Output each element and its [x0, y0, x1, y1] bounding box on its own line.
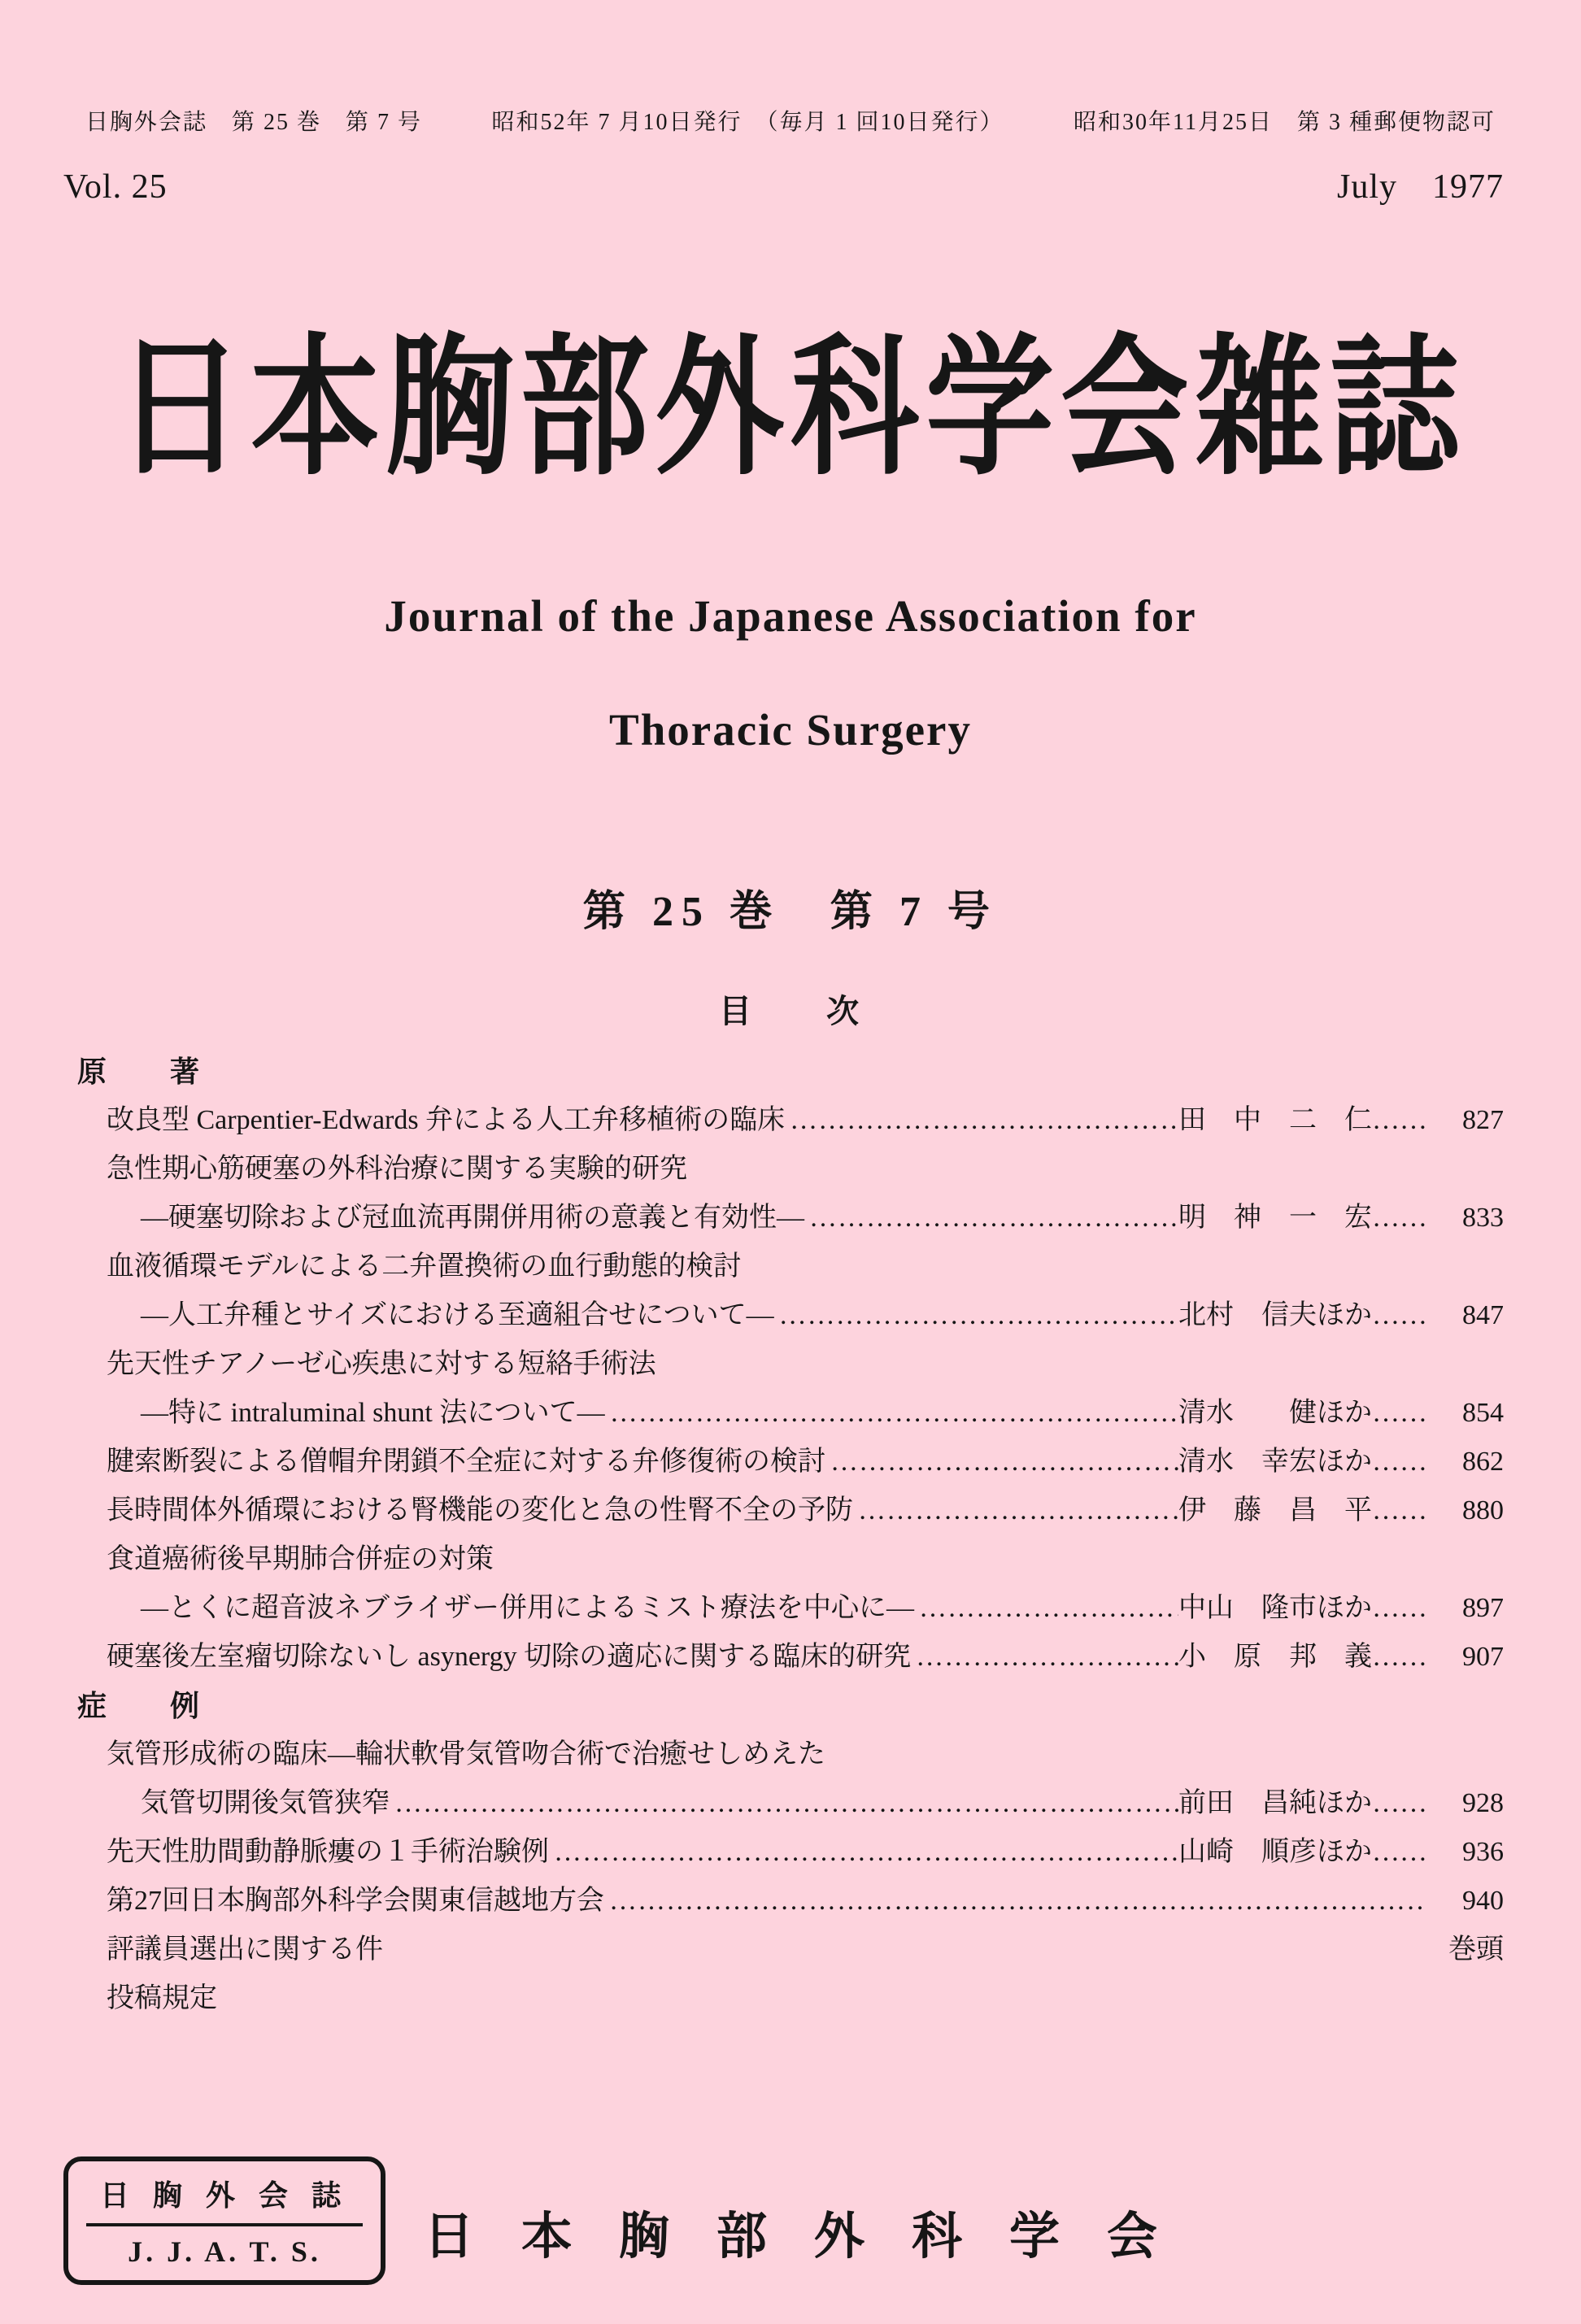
toc-dot-leader [914, 1584, 1178, 1633]
postal-issue-info-line [85, 104, 1496, 137]
toc-entry-title: 急性期心筋硬塞の外科治療に関する実験的研究 [107, 1154, 687, 1184]
toc-dot-leader [604, 1877, 1427, 1926]
toc-entry-title: 気管切開後気管狭窄 [141, 1788, 390, 1818]
toc-entry-author: 小 原 邦 義 [1178, 1642, 1372, 1672]
badge-abbreviation-latin: J. J. A. T. S. [128, 2235, 321, 2268]
toc-dot-leader [785, 1096, 1178, 1145]
toc-entry-title: 原 著 [77, 1055, 202, 1088]
toc-entry-page: 936 [1462, 1837, 1504, 1867]
toc-entry-page: 880 [1462, 1495, 1504, 1525]
toc-entry-author: 前田 昌純ほか [1178, 1788, 1372, 1818]
toc-author-page-dots: …… [1372, 1837, 1427, 1867]
toc-entry-title: 長時間体外循環における腎機能の変化と急の性腎不全の予防 [107, 1495, 853, 1525]
toc-row [77, 1535, 1504, 1584]
toc-entry-title: 先天性肋間動静脈瘻の１手術治験例 [107, 1837, 549, 1867]
volume-en: Vol. 25 [63, 168, 168, 206]
toc-row [77, 1779, 1504, 1828]
toc-entry-page: 897 [1462, 1593, 1504, 1623]
toc-row [77, 1389, 1504, 1438]
toc-row [77, 1340, 1504, 1389]
toc-entry-title: ―硬塞切除および冠血流再開併用術の意義と有効性― [141, 1203, 804, 1233]
toc-row [77, 1145, 1504, 1194]
toc-row [77, 1828, 1504, 1877]
toc-row [77, 1974, 1504, 2023]
toc-entry-page: 928 [1462, 1788, 1504, 1818]
toc-entry-author: 北村 信夫ほか [1178, 1300, 1372, 1330]
toc-dot-leader [911, 1633, 1178, 1682]
toc-dot-leader [605, 1389, 1178, 1438]
toc-row [77, 1926, 1504, 1974]
toc-row [77, 1194, 1504, 1243]
toc-author-page-dots: …… [1372, 1447, 1427, 1477]
toc-entry-title: 食道癌術後早期肺合併症の対策 [107, 1544, 494, 1574]
toc-entry-page: 940 [1462, 1886, 1504, 1916]
volume-date-line [63, 159, 1504, 208]
toc-entry-title: 腱索断裂による僧帽弁閉鎖不全症に対する弁修復術の検討 [107, 1447, 825, 1477]
toc-entry-author: 田 中 二 仁 [1178, 1105, 1372, 1135]
toc-dot-leader [853, 1486, 1178, 1535]
toc-dot-leader [804, 1194, 1178, 1243]
toc-author-page-dots: …… [1372, 1495, 1427, 1525]
toc-dot-leader [774, 1291, 1178, 1340]
toc-entry-author: 伊 藤 昌 平 [1178, 1495, 1372, 1525]
toc-row [77, 1243, 1504, 1291]
toc-entry-author: 清水 幸宏ほか [1178, 1447, 1372, 1477]
toc-entry-title: 血液循環モデルによる二弁置換術の血行動態的検討 [107, 1251, 742, 1282]
toc-entry-title: 投稿規定 [107, 1983, 217, 2013]
toc-entry-author: 明 神 一 宏 [1178, 1203, 1372, 1233]
toc-row [77, 1047, 1504, 1096]
toc-entry-title: ―特に intraluminal shunt 法について― [141, 1398, 605, 1428]
toc-entry-title: 評議員選出に関する件 [107, 1934, 383, 1965]
toc-entry-title: 第27回日本胸部外科学会関東信越地方会 [107, 1886, 604, 1916]
toc-author-page-dots: …… [1372, 1300, 1427, 1330]
toc-entry-author: 清水 健ほか [1178, 1398, 1372, 1428]
toc-entry-page: 907 [1462, 1642, 1504, 1672]
toc-author-page-dots: …… [1372, 1642, 1427, 1672]
date-en: July 1977 [1336, 168, 1504, 206]
toc-entry-page: 827 [1462, 1105, 1504, 1135]
journal-title-english-line2: Thoracic Surgery [609, 705, 972, 755]
toc-dot-leader [549, 1828, 1178, 1877]
toc-entry-title: 硬塞後左室瘤切除ないし asynergy 切除の適応に関する臨床的研究 [107, 1642, 912, 1672]
issue-info-center: 昭和52年 7 月10日発行 （毎月 1 回10日発行） [491, 110, 1004, 135]
toc-row [77, 1096, 1504, 1145]
toc-author-page-dots: …… [1372, 1105, 1427, 1135]
toc-row [77, 1438, 1504, 1486]
toc-entry-title: 気管形成術の臨床―輪状軟骨気管吻合術で治癒せしめえた [107, 1739, 825, 1769]
society-name: 日本胸部外科学会 [423, 2209, 1204, 2265]
toc-list [77, 1047, 1504, 2023]
journal-title-english [0, 559, 1581, 787]
toc-author-page-dots: …… [1372, 1788, 1427, 1818]
toc-entry-title: 先天性チアノーゼ心疾患に対する短絡手術法 [107, 1349, 656, 1379]
toc-entry-page: 巻頭 [1448, 1934, 1504, 1965]
toc-entry-title: 改良型 Carpentier-Edwards 弁による人工弁移植術の臨床 [107, 1105, 786, 1135]
toc-row [77, 1730, 1504, 1779]
toc-entry-author: 山崎 順彦ほか [1178, 1837, 1372, 1867]
toc-entry-page: 833 [1462, 1203, 1504, 1233]
toc-entry-page: 847 [1462, 1300, 1504, 1330]
toc-entry-title: ―とくに超音波ネブライザー併用によるミスト療法を中心に― [141, 1593, 914, 1623]
toc-heading: 目 次 [719, 993, 862, 1029]
issue-info-left: 日胸外会誌 第 25 巻 第 7 号 [85, 110, 423, 135]
toc-entry-title: 症 例 [77, 1690, 202, 1722]
toc-entry-author: 中山 隆市ほか [1178, 1593, 1372, 1623]
issue-info-right: 昭和30年11月25日 第 3 種郵便物認可 [1074, 110, 1496, 135]
toc-row [77, 1291, 1504, 1340]
toc-author-page-dots: …… [1372, 1398, 1427, 1428]
toc-row [77, 1877, 1504, 1926]
toc-author-page-dots: …… [1372, 1203, 1427, 1233]
toc-row [77, 1584, 1504, 1633]
journal-title-english-line1: Journal of the Japanese Association for [384, 591, 1197, 641]
toc-entry-title: ―人工弁種とサイズにおける至適組合せについて― [141, 1300, 774, 1330]
toc-dot-leader [825, 1438, 1178, 1486]
issue-number-line: 第 25 巻 第 7 号 [582, 889, 998, 935]
toc-entry-page: 854 [1462, 1398, 1504, 1428]
toc-dot-leader [390, 1779, 1178, 1828]
toc-entry-page: 862 [1462, 1447, 1504, 1477]
journal-title-japanese: 日本胸部外科学会雑誌 [115, 325, 1466, 494]
toc-row [77, 1682, 1504, 1730]
toc-author-page-dots: …… [1372, 1593, 1427, 1623]
toc-row [77, 1633, 1504, 1682]
toc-row [77, 1486, 1504, 1535]
badge-abbreviation-japanese: 日 胸 外 会 誌 [99, 2179, 349, 2212]
